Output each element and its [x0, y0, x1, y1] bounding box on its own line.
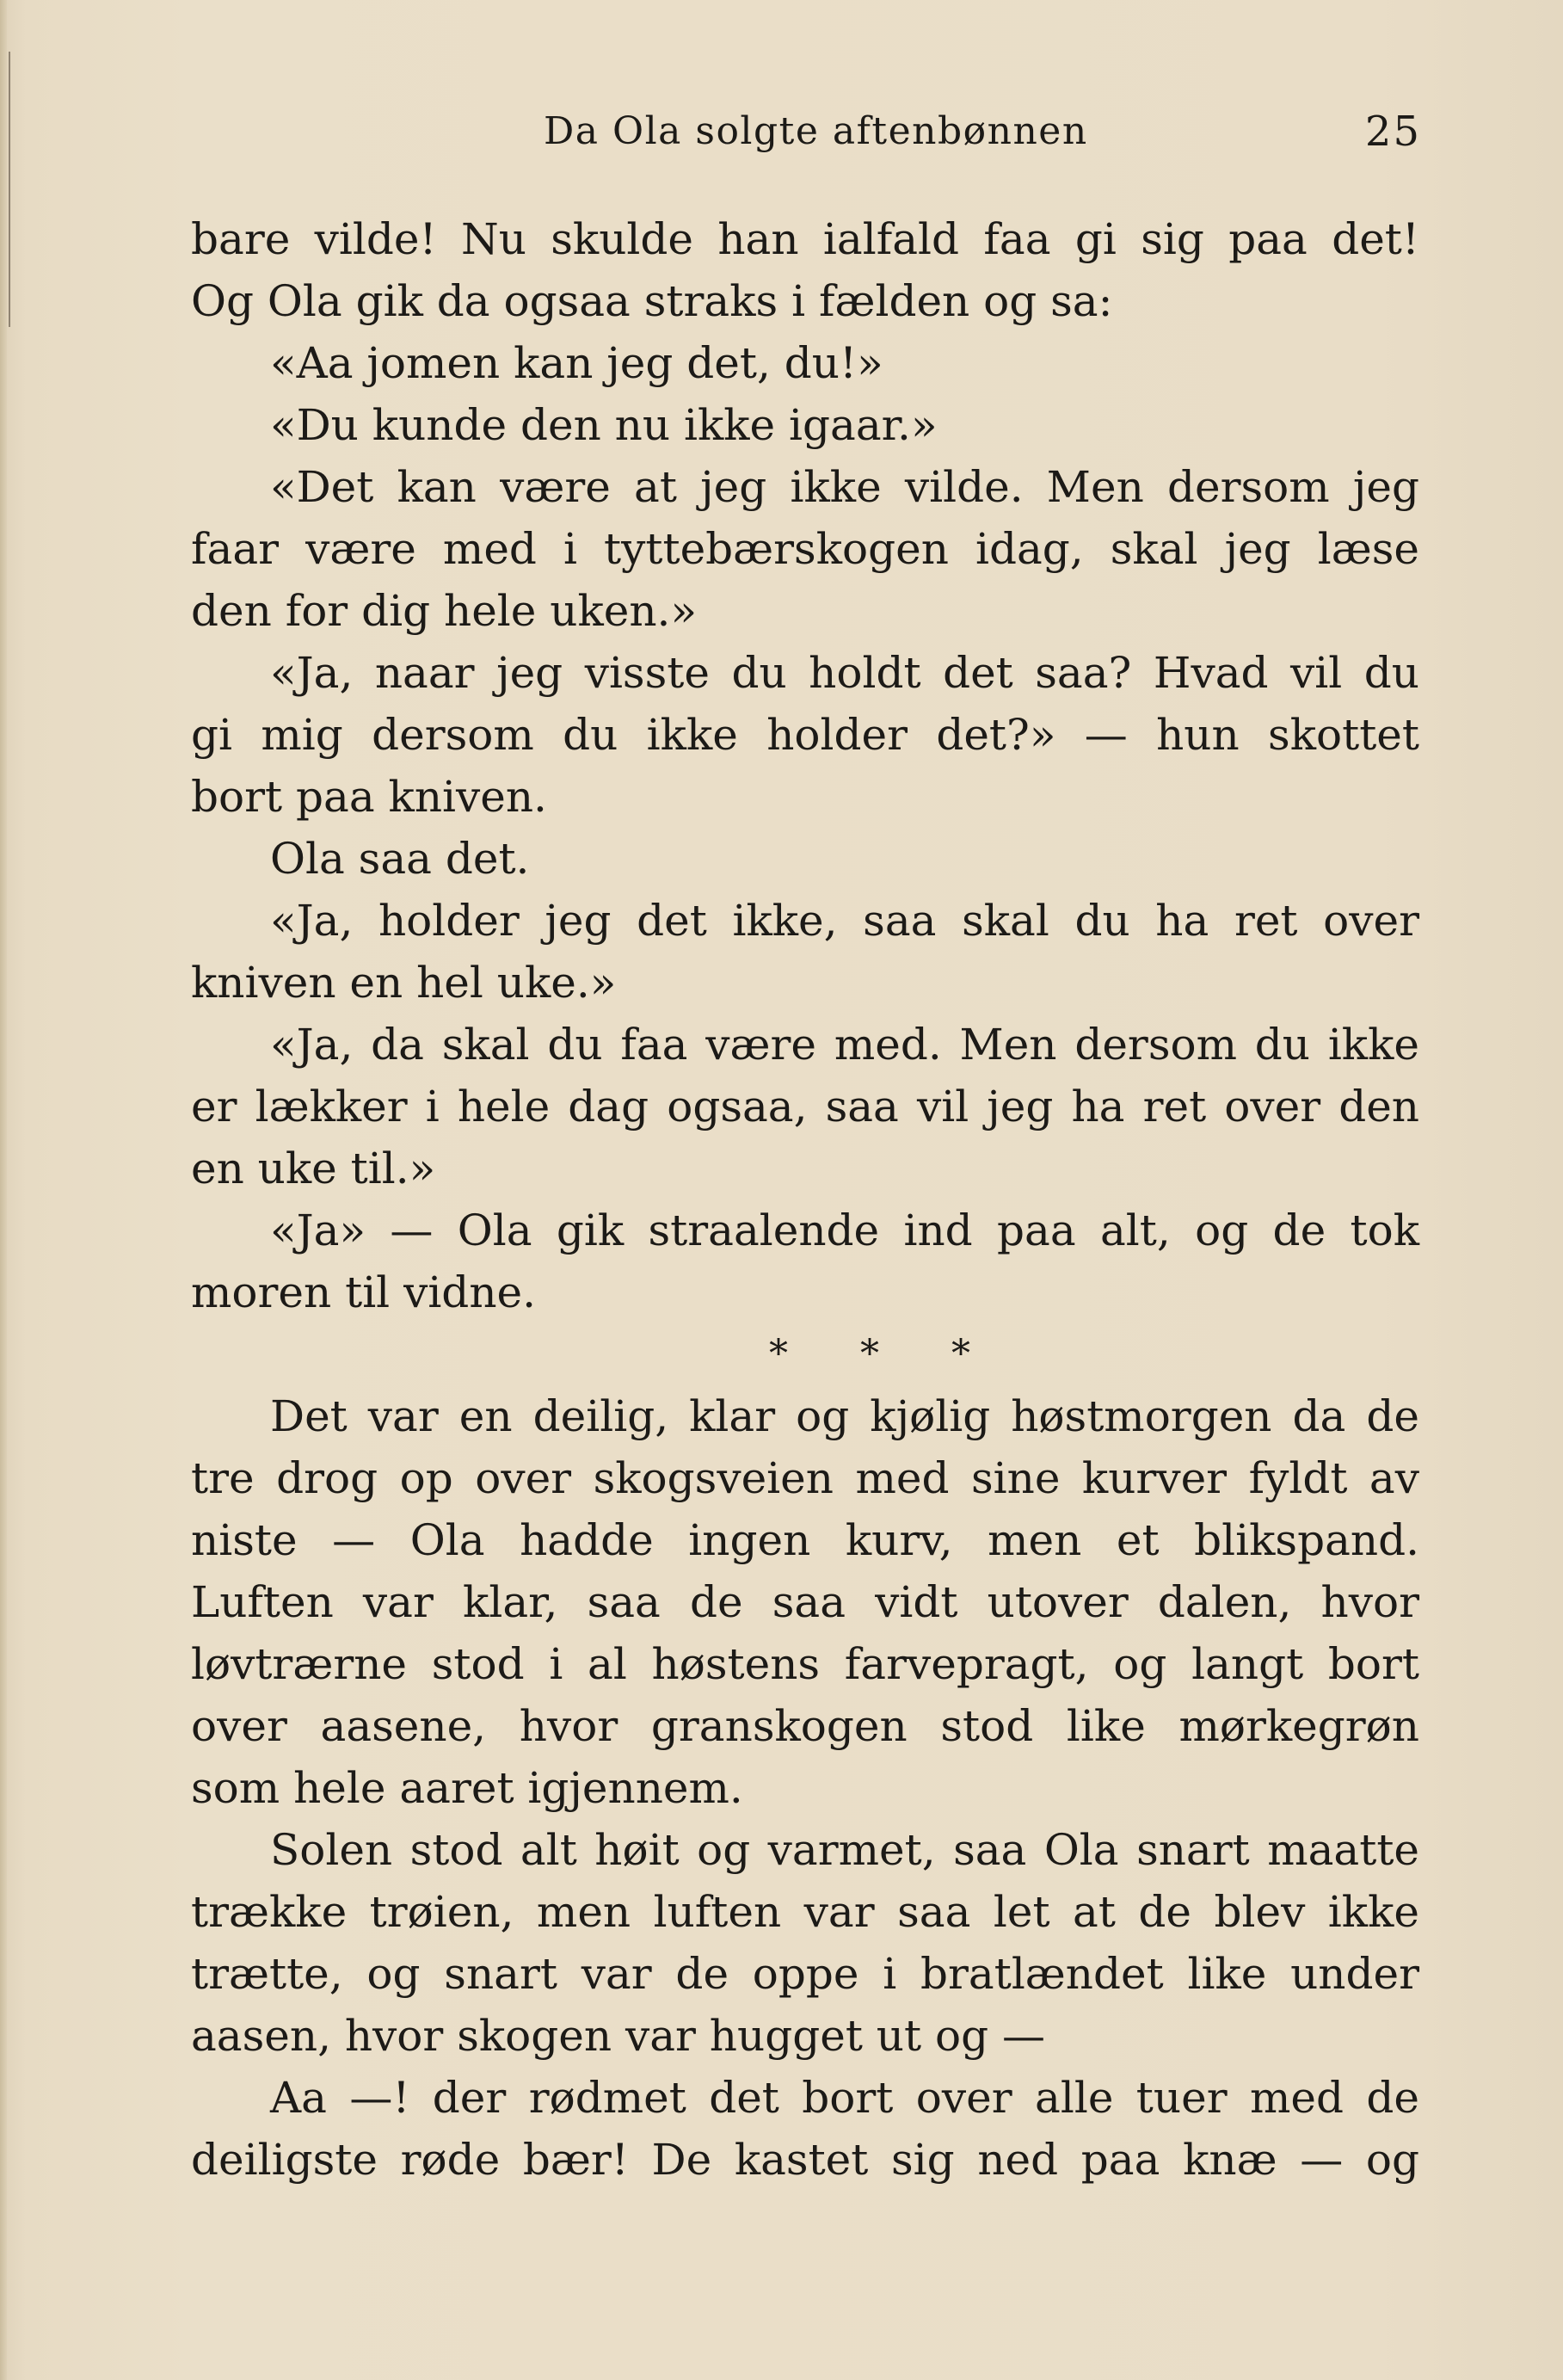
section-break: * * * — [769, 1332, 970, 1376]
text-line: over aasene, hvor granskogen stod like mørkegrøn — [191, 1701, 1419, 1751]
binding-line — [9, 52, 10, 327]
text-line: niste — Ola hadde ingen kurv, men et blikspand. — [191, 1515, 1419, 1565]
text-line: Og Ola gik da ogsaa straks i fælden og sa: — [191, 276, 1113, 326]
text-line: deiligste røde bær! De kastet sig ned paa knæ — og — [191, 2135, 1419, 2185]
text-line: bort paa kniven. — [191, 772, 547, 822]
text-line: bare vilde! Nu skulde han ialfald faa gi sig paa det! — [191, 214, 1419, 264]
text-line: «Ja» — Ola gik straalende ind paa alt, og de tok — [270, 1205, 1419, 1255]
text-line: moren til vidne. — [191, 1267, 537, 1317]
text-line: «Ja, naar jeg visste du holdt det saa? Hvad vil du — [270, 648, 1419, 698]
running-title: Da Ola solgte aftenbønnen — [544, 109, 1088, 153]
text-line: Solen stod alt høit og varmet, saa Ola snart maatte — [270, 1825, 1419, 1875]
text-line: den for dig hele uken.» — [191, 586, 698, 636]
page-header — [191, 99, 1421, 168]
binding-edge — [0, 0, 7, 2380]
text-line: «Aa jomen kan jeg det, du!» — [270, 338, 883, 388]
text-line: «Ja, holder jeg det ikke, saa skal du ha ret over — [270, 896, 1419, 946]
text-line: Luften var klar, saa de saa vidt utover dalen, hvor — [191, 1577, 1419, 1627]
text-line: faar være med i tyttebærskogen idag, skal jeg læse — [191, 524, 1419, 574]
text-line: løvtrærne stod i al høstens farvepragt, og langt bort — [191, 1639, 1419, 1689]
body-text — [191, 208, 1419, 2191]
text-line: gi mig dersom du ikke holder det?» — hun skottet — [191, 710, 1419, 760]
text-line: Ola saa det. — [270, 834, 530, 884]
text-line: kniven en hel uke.» — [191, 958, 617, 1008]
text-line: trække trøien, men luften var saa let at de blev ikke — [191, 1887, 1419, 1937]
text-line: er lækker i hele dag ogsaa, saa vil jeg ha ret over den — [191, 1082, 1419, 1131]
text-line: tre drog op over skogsveien med sine kurver fyldt av — [191, 1453, 1419, 1503]
page-number: 25 — [1364, 108, 1421, 156]
text-line: «Det kan være at jeg ikke vilde. Men dersom jeg — [270, 462, 1419, 512]
text-line: Det var en deilig, klar og kjølig høstmorgen da de — [270, 1391, 1419, 1441]
text-line: som hele aaret igjennem. — [191, 1763, 743, 1813]
text-line: «Ja, da skal du faa være med. Men dersom du ikke — [270, 1020, 1419, 1070]
text-line: Aa —! der rødmet det bort over alle tuer med de — [270, 2073, 1419, 2123]
text-line: «Du kunde den nu ikke igaar.» — [270, 400, 938, 450]
text-line: en uke til.» — [191, 1144, 436, 1193]
text-line: trætte, og snart var de oppe i bratlændet like under — [191, 1949, 1419, 1999]
text-line: aasen, hvor skogen var hugget ut og — — [191, 2011, 1045, 2061]
